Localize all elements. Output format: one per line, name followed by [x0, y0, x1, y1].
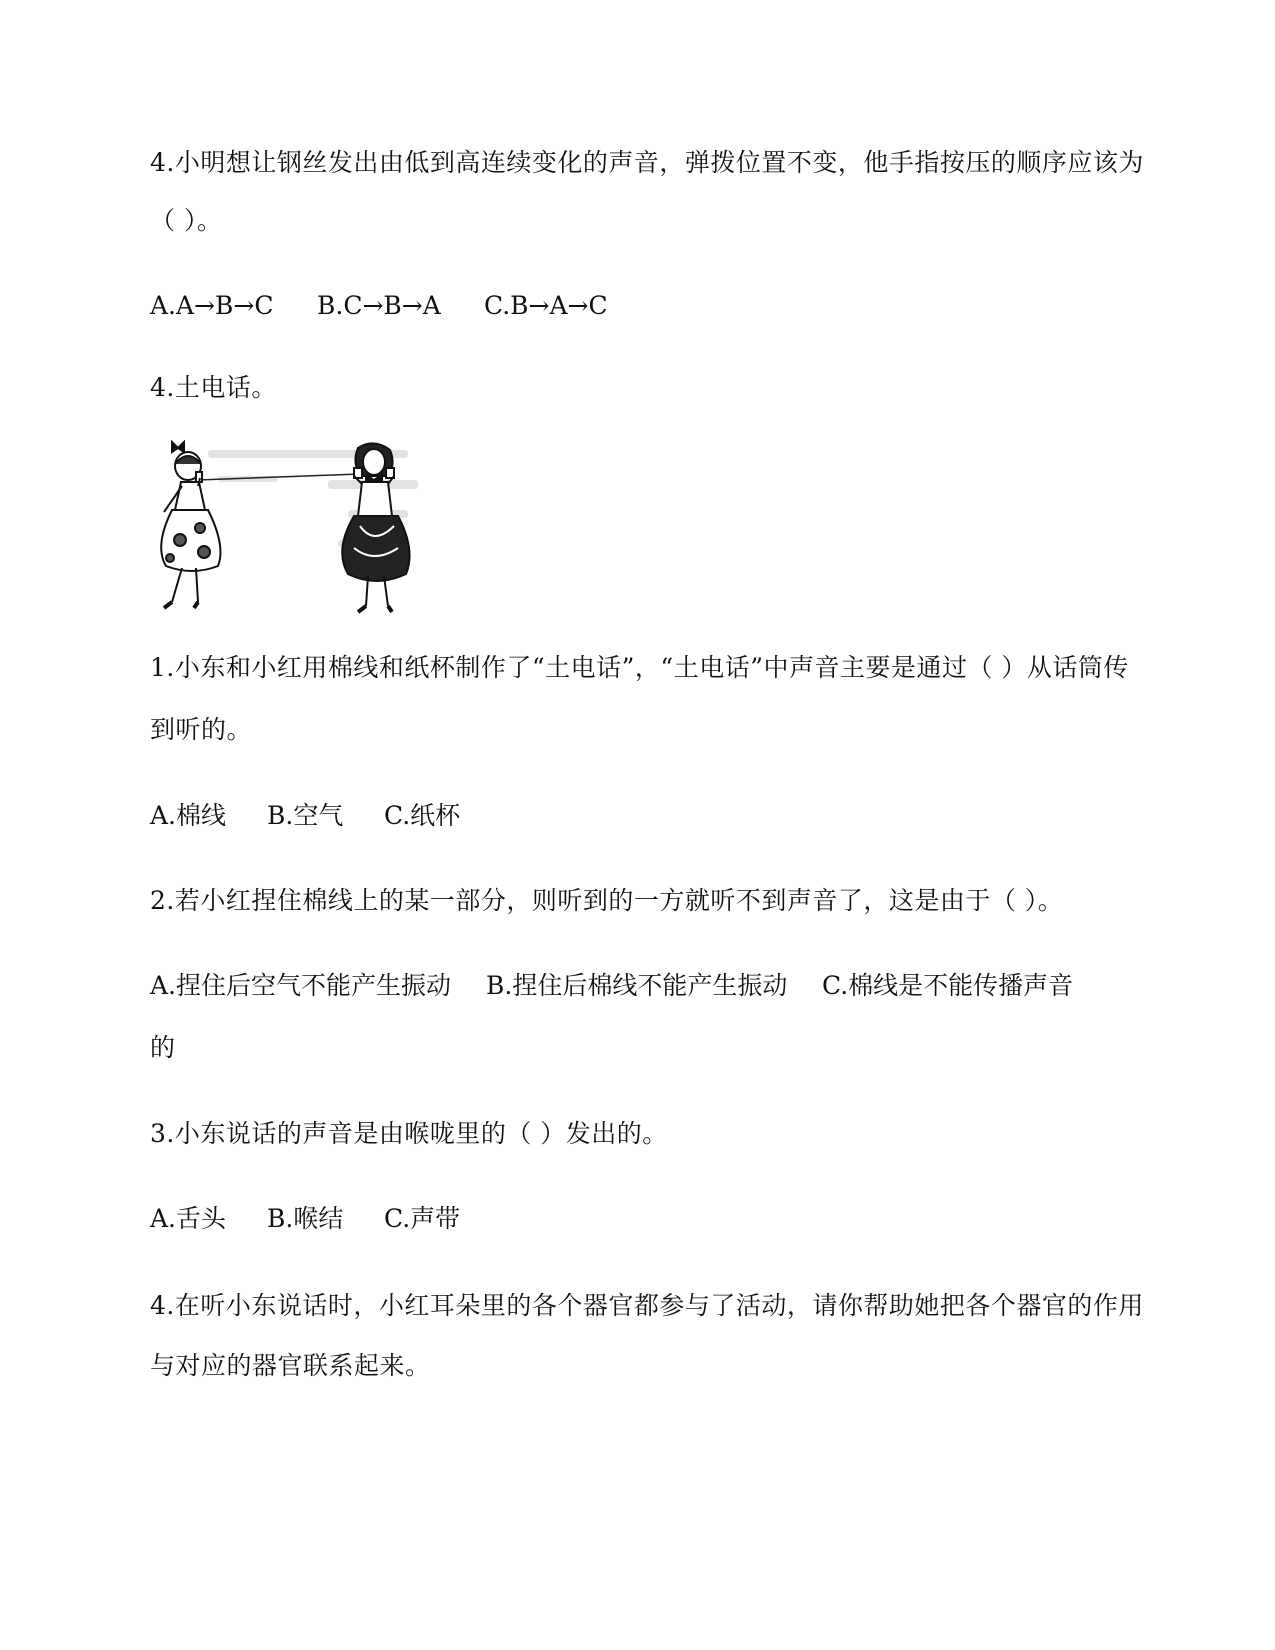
- question-2-option-c-wrap: 的: [150, 1033, 176, 1062]
- question-4b-line-2: 与对应的器官联系起来。: [150, 1351, 431, 1380]
- option-b: B.喉结: [267, 1204, 344, 1233]
- question-4a-line-1: 4.小明想让钢丝发出由低到高连续变化的声音，弹拨位置不变，他手指按压的顺序应该为: [150, 148, 1144, 177]
- tin-can-telephone-illustration: [148, 440, 430, 624]
- question-1-options: [150, 800, 460, 832]
- option-c: C.B→A→C: [484, 291, 608, 320]
- section-title: 4.土电话。: [150, 373, 277, 402]
- question-2-options: [150, 970, 1073, 1002]
- option-a: A.舌头: [150, 1204, 227, 1233]
- option-c: C.棉线是不能传播声音: [822, 971, 1074, 1000]
- option-b: B.C→B→A: [317, 291, 441, 320]
- question-1-line-1: 1.小东和小红用棉线和纸杯制作了“土电话”，“土电话”中声音主要是通过（ ）从话筒传: [150, 653, 1129, 682]
- question-3-options: [150, 1203, 460, 1235]
- question-4b-line-1: 4.在听小东说话时，小红耳朵里的各个器官都参与了活动，请你帮助她把各个器官的作用: [150, 1291, 1144, 1320]
- option-b: B.空气: [267, 801, 344, 830]
- option-a: A.棉线: [150, 801, 227, 830]
- question-4a-line-2: （ ）。: [150, 206, 223, 235]
- question-4a-options: [150, 290, 608, 322]
- question-2-line-1: 2.若小红捏住棉线上的某一部分，则听到的一方就听不到声音了，这是由于（ ）。: [150, 886, 1064, 915]
- option-a: A.A→B→C: [150, 291, 274, 320]
- option-b: B.捏住后棉线不能产生振动: [486, 971, 788, 1000]
- question-1-line-2: 到听的。: [150, 715, 253, 744]
- question-3-line-1: 3.小东说话的声音是由喉咙里的（ ）发出的。: [150, 1119, 668, 1148]
- option-c: C.声带: [384, 1204, 461, 1233]
- option-c: C.纸杯: [384, 801, 461, 830]
- option-a: A.捏住后空气不能产生振动: [150, 971, 452, 1000]
